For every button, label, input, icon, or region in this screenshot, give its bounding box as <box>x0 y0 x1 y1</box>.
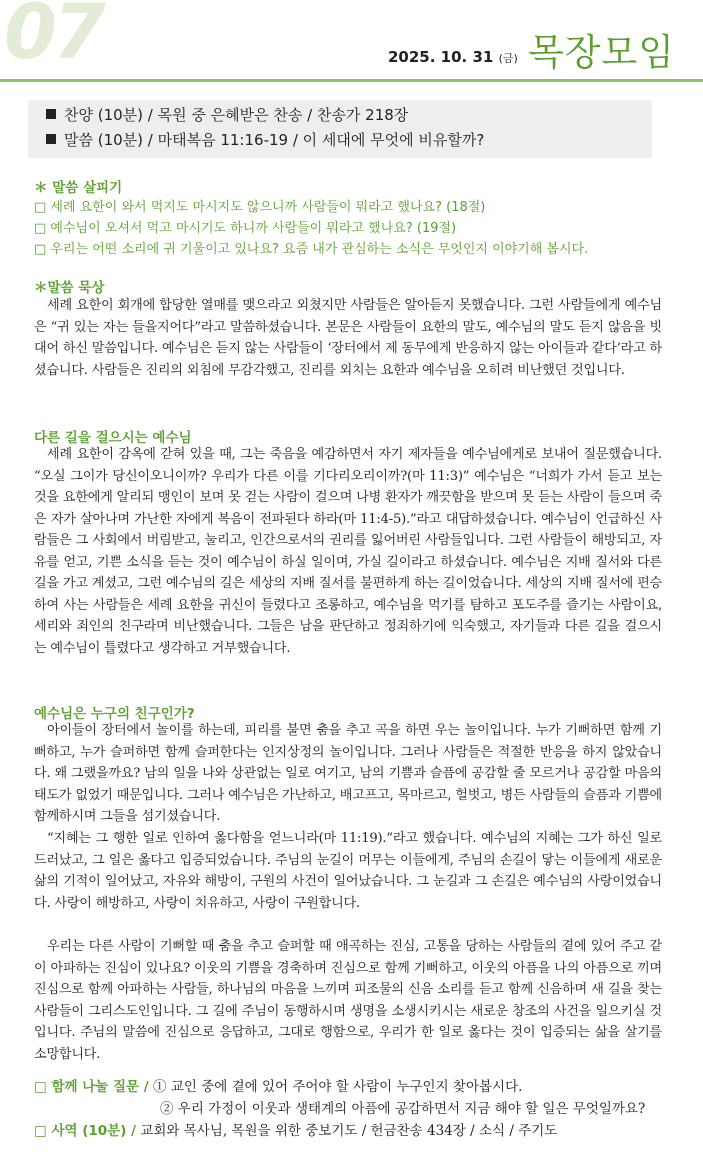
section2-heading: 다른 길을 걸으시는 예수님 <box>34 430 192 446</box>
header-rule <box>0 79 703 82</box>
observe-heading: ＊ 말씀 살피기 <box>34 180 123 196</box>
observe-question-1: □ 세례 요한이 와서 먹지도 마시지도 않으니까 사람들이 뭐라고 했나요? (18절) <box>34 200 486 215</box>
day-of-week: (금) <box>498 52 518 65</box>
observe-question-2: □ 예수님이 오셔서 먹고 마시기도 하니까 사람들이 뭐라고 했나요? (19절) <box>34 221 457 236</box>
order-word: 말씀 (10분) / 마태복음 11:16-19 / 이 세대에 무엇에 비유할까? <box>46 129 484 150</box>
square-bullet-icon <box>46 134 56 144</box>
square-bullet-icon <box>46 109 56 119</box>
sharing-question-1: ① 교인 중에 곁에 있어 주어야 할 사람이 누구인지 찾아봅시다. <box>153 1079 523 1095</box>
ministry-line <box>34 1119 557 1139</box>
page-title: 목장모임 <box>528 31 675 74</box>
date-text: 2025. 10. 31 <box>388 48 494 66</box>
ministry-label: □ 사역 (10분) / <box>34 1123 137 1139</box>
meditation-heading: ＊말씀 묵상 <box>34 280 105 296</box>
section3-paragraph-3: 우리는 다른 사람이 기뻐할 때 춤을 추고 슬퍼할 때 애곡하는 진심, 고통을 당하는 사람들의 곁에 있어 주고 같이 아파하는 진심이 있나요? 이웃의 기쁨을 경축하며 진심으로 함께 기뻐하고, 이웃의 아픔을 나의 아픔으로 끼며 진심으로 함께 아파하는 사람들, 하나님의 마음을 느끼며 피조물의 신음 소리를 듣고 함께 신음하며 새 길을 찾는 사람들이 그리스도인입니다. 그 길에 주님이 동행하시며 생명을 소생시키시는 새로운 창조의 사건을 일으키실 것입니다. 주님의 말씀에 진심으로 응답하고, 그대로 행함으로, 우리가 한 일로 옳다는 것이 입증되는 삶을 살기를 소망합니다. <box>34 939 662 1062</box>
sharing-label: □ 함께 나눌 질문 / <box>34 1079 149 1095</box>
section3-paragraph-2: “지혜는 그 행한 일로 인하여 옳다함을 얻느니라(마 11:19).”라고 했습니다. 예수님의 지혜는 그가 하신 일로 드러났고, 그 일은 옳다고 입증되었습니다. 주님의 눈길이 머무는 이들에게, 주님의 손길이 닿는 이들에게 새로운 삶의 기적이 일어났고, 자유와 해방이, 구원의 사건이 일어났습니다. 그 눈길과 그 손길은 예수님의 사랑이었습니다. 사랑이 해방하고, 사랑이 치유하고, 사랑이 구원합니다. <box>34 831 662 911</box>
meditation-paragraph: 세례 요한이 회개에 합당한 열매를 맺으라고 외쳤지만 사람들은 알아듣지 못했습니다. 그런 사람들에게 예수님은 “귀 있는 자는 들을지어다”라고 말씀하셨습니다. 본문은 사람들이 요한의 말도, 예수님의 말도 듣지 않음을 빗대어 하신 말씀입니다. 예수님은 듣지 않는 사람들이 ‘장터에서 제 동무에게 반응하지 않는 아이들과 같다’라고 하셨습니다. 사람들은 진리의 외침에 무감각했고, 진리를 외치는 요한과 예수님을 오히려 비난했던 것입니다. <box>34 298 662 378</box>
order-praise: 찬양 (10분) / 목원 중 은혜받은 찬송 / 찬송가 218장 <box>46 104 408 125</box>
date <box>388 48 518 66</box>
section3-paragraph-1: 아이들이 장터에서 놀이를 하는데, 피리를 불면 춤을 추고 곡을 하면 우는 놀이입니다. 누가 기뻐하면 함께 기뻐하고, 누가 슬퍼하면 함께 슬퍼한다는 인지상정의 놀이입니다. 그러나 사람들은 적절한 반응을 하지 않았습니다. 왜 그랬을까요? 남의 일을 나와 상관없는 일로 여기고, 남의 기쁨과 슬픔에 공감할 줄 모르거나 공감할 마음의 태도가 없었기 때문입니다. 그러나 예수님은 가난하고, 배고프고, 목마르고, 헐벗고, 병든 사람들의 슬픔과 기쁨에 함께하시며 그들을 섬기셨습니다. <box>34 723 662 824</box>
sharing-line-1 <box>34 1075 522 1095</box>
section2-paragraph: 세례 요한이 감옥에 갇혀 있을 때, 그는 죽음을 예감하면서 자기 제자들을 예수님에게로 보내어 질문했습니다. “오실 그이가 당신이오니이까? 우리가 다른 이를 기다리오리이까?(마 11:3)” 예수님은 “너희가 가서 듣고 보는 것을 요한에게 알리되 맹인이 보며 못 걷는 사람이 걸으며 나병 환자가 깨끗함을 받으며 못 듣는 사람이 들으며 죽은 자가 살아나며 가난한 자에게 복음이 전파된다 하라(마 11:4-5).”라고 대답하셨습니다. 예수님이 언급하신 사람들은 그 사회에서 버림받고, 눌리고, 인간으로서의 권리를 잃어버린 사람들입니다. 그런 사람들이 해방되고, 자유를 얻고, 기쁜 소식을 듣는 것이 예수님이 하실 일이며, 가실 길이라고 하셨습니다. 예수님은 지배 질서와 다른 길을 가고 계셨고, 그런 예수님의 길은 세상의 지배 질서를 불편하게 하는 길이었습니다. 세상의 지배 질서에 편승하여 사는 사람들은 세례 요한을 귀신이 들렸다고 조롱하고, 예수님을 먹기를 탐하고 포도주를 즐기는 사람이요, 세리와 죄인의 친구라며 비난했습니다. 그들은 남을 판단하고 정죄하기에 익숙했고, 자기들과 다른 길을 걸으시는 예수님이 틀렸다고 생각하고 거부했습니다. <box>34 447 662 656</box>
observe-question-3: □ 우리는 어떤 소리에 귀 기울이고 있나요? 요즘 내가 관심하는 소식은 무엇인지 이야기해 봅시다. <box>34 242 589 257</box>
ministry-text: 교회와 목사님, 목원을 위한 중보기도 / 헌금찬송 434장 / 소식 / 주기도 <box>140 1123 558 1139</box>
sharing-question-2: ② 우리 가정이 이웃과 생태계의 아픔에 공감하면서 지금 해야 할 일은 무엇일까요? <box>160 1101 646 1117</box>
page-number: 07 <box>4 0 102 76</box>
section3-heading: 예수님은 누구의 친구인가? <box>34 706 195 722</box>
